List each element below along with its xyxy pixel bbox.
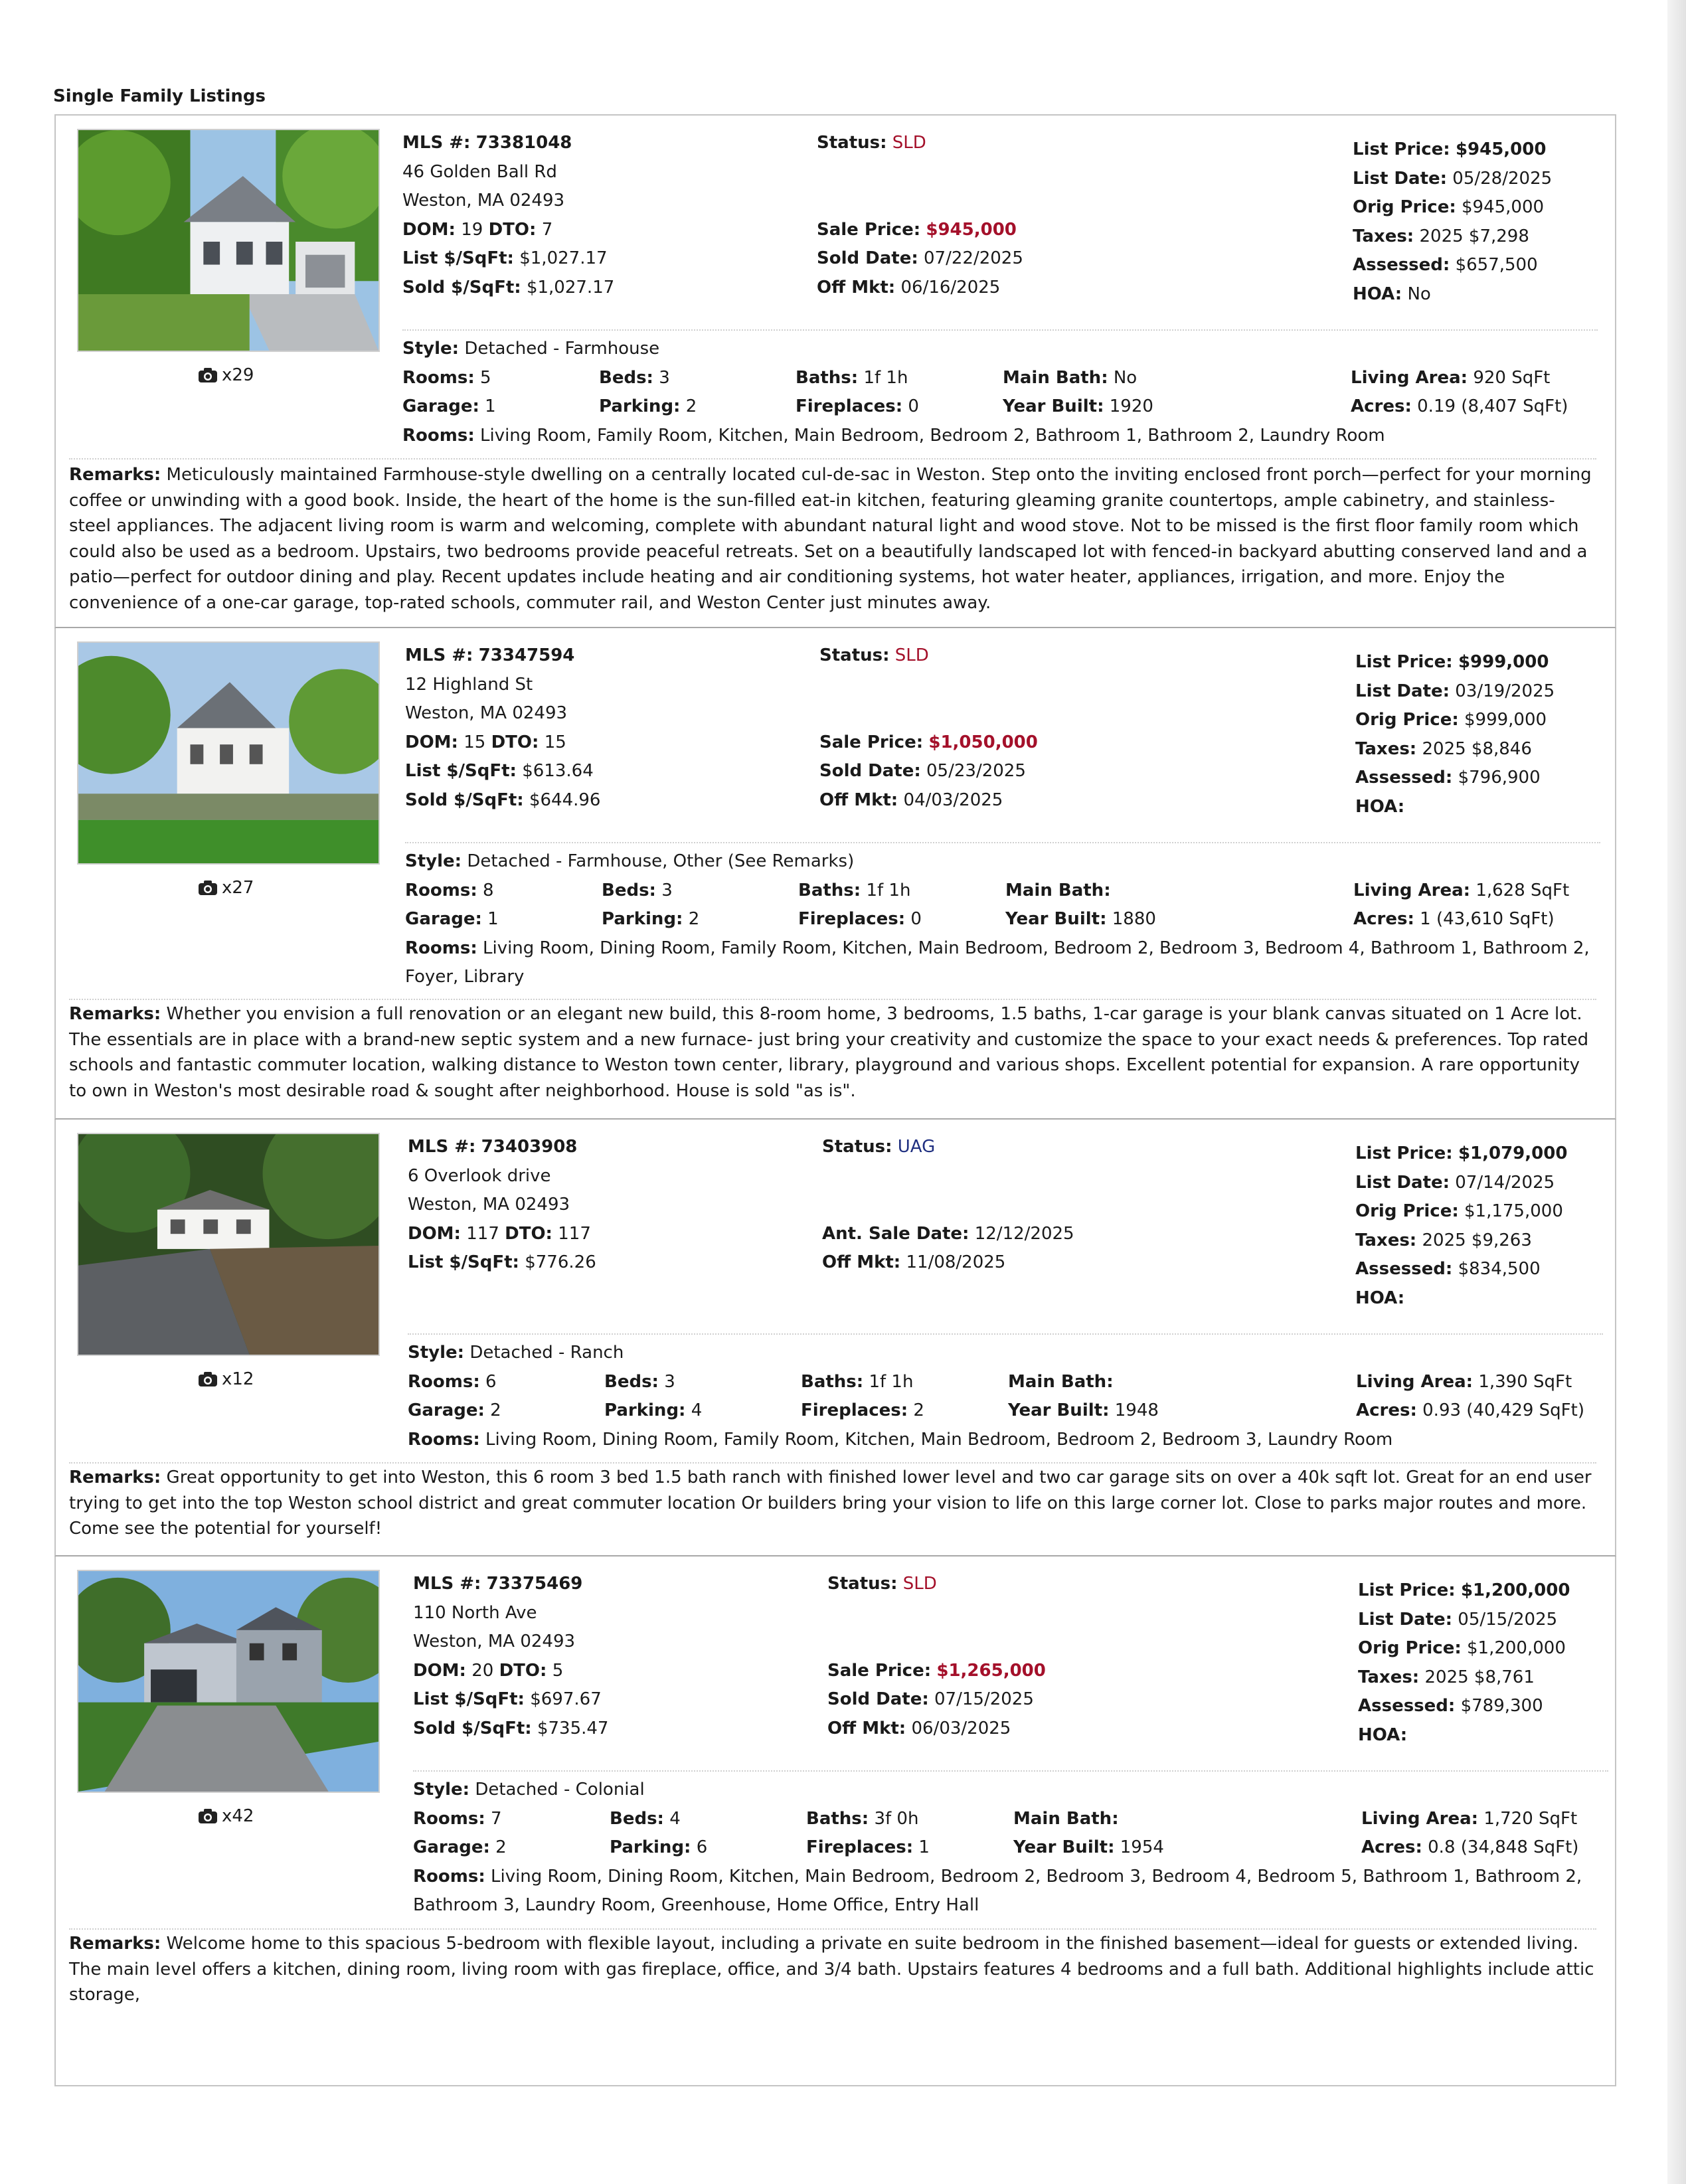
beds-label: Beds:	[604, 1371, 659, 1392]
dto-value: 15	[544, 732, 566, 752]
living-area-value: 1,390 SqFt	[1478, 1371, 1572, 1392]
house-photo-image	[78, 130, 379, 351]
price-column	[1355, 648, 1555, 821]
taxes-label: Taxes:	[1355, 738, 1417, 759]
dom-label: DOM:	[402, 219, 456, 240]
rooms-list-label: Rooms:	[405, 938, 477, 958]
photo-count-label: x42	[222, 1806, 254, 1826]
listing-id-column	[408, 1133, 596, 1278]
list-sqft-label: List $/SqFt:	[413, 1689, 525, 1709]
rooms-label: Rooms:	[408, 1371, 480, 1392]
camera-icon	[198, 367, 218, 383]
acres-value: 0.19 (8,407 SqFt)	[1417, 396, 1568, 416]
property-facts	[413, 1776, 1595, 1920]
list-sqft-value: $697.67	[530, 1689, 602, 1709]
taxes-label: Taxes:	[1353, 226, 1414, 246]
listing-card	[54, 1120, 1616, 1556]
orig-price-label: Orig Price:	[1358, 1638, 1462, 1658]
city-state-zip: Weston, MA 02493	[413, 1632, 576, 1651]
year-built-label: Year Built:	[1013, 1837, 1115, 1857]
acres-label: Acres:	[1361, 1837, 1422, 1857]
garage-value: 2	[495, 1837, 507, 1857]
list-sqft-value: $1,027.17	[519, 248, 608, 268]
divider	[69, 458, 1596, 460]
remarks-label: Remarks:	[69, 1004, 161, 1024]
rooms-label: Rooms:	[405, 880, 477, 900]
dom-label: DOM:	[413, 1660, 466, 1681]
sold-sqft-value: $644.96	[529, 790, 601, 810]
rooms-list-value: Living Room, Dining Room, Family Room, Kitchen, Main Bedroom, Bedroom 2, Bedroom 3, Laundry Room	[485, 1429, 1393, 1450]
sale-price-value: $1,050,000	[928, 732, 1038, 752]
baths-label: Baths:	[796, 367, 859, 388]
living-area-value: 920 SqFt	[1473, 367, 1551, 388]
remarks-text: Great opportunity to get into Weston, this 6 room 3 bed 1.5 bath ranch with finished lower level and two car garage sits on over a 40k sqft lot. Great for an end user trying to get into the top Weston school district and great commuter location Or builders bring your vision to life on this large corner lot. Close to parks major routes and more. Come see the potential for yourself!	[69, 1468, 1592, 1539]
beds-label: Beds:	[602, 880, 656, 900]
dto-label: DTO:	[491, 732, 539, 752]
rooms-value: 8	[482, 880, 494, 900]
price-column	[1358, 1576, 1570, 1750]
sale-price-value: $945,000	[926, 219, 1017, 240]
acres-label: Acres:	[1351, 396, 1412, 416]
parking-label: Parking:	[599, 396, 681, 416]
divider	[408, 1333, 1603, 1335]
list-price-label: List Price:	[1358, 1580, 1456, 1600]
living-area-value: 1,628 SqFt	[1475, 880, 1570, 900]
photo-count-label: x12	[222, 1369, 254, 1389]
assessed-value: $789,300	[1460, 1696, 1543, 1716]
acres-value: 1 (43,610 SqFt)	[1420, 909, 1555, 929]
listing-photo[interactable]	[77, 1570, 380, 1793]
photo-count-label: x29	[222, 365, 254, 385]
style-value: Detached - Colonial	[475, 1780, 645, 1800]
divider	[69, 999, 1596, 1000]
property-facts	[405, 847, 1600, 992]
list-date-value: 07/14/2025	[1455, 1172, 1555, 1193]
fireplaces-value: 2	[913, 1400, 924, 1420]
parking-label: Parking:	[610, 1837, 691, 1857]
mls-label: MLS #:	[413, 1574, 481, 1594]
remarks	[69, 1465, 1596, 1542]
acres-label: Acres:	[1353, 909, 1414, 929]
property-facts	[408, 1339, 1603, 1454]
off-mkt-label: Off Mkt:	[819, 790, 898, 810]
rooms-list-value: Living Room, Dining Room, Family Room, Kitchen, Main Bedroom, Bedroom 2, Bedroom 3, Bedroom 4, Bathroom 1, Bathroom 2, Foyer, Library	[405, 938, 1590, 987]
rooms-list-label: Rooms:	[408, 1429, 480, 1450]
sale-price-label: Sale Price:	[827, 1660, 932, 1681]
parking-label: Parking:	[602, 909, 683, 929]
sale-price-label: Sale Price:	[819, 732, 924, 752]
house-photo-image	[78, 643, 379, 863]
list-price-value: $999,000	[1458, 652, 1549, 672]
assessed-label: Assessed:	[1355, 768, 1453, 788]
dom-value: 20	[471, 1660, 494, 1681]
rooms-value: 5	[479, 367, 491, 388]
assessed-label: Assessed:	[1355, 1259, 1453, 1279]
orig-price-value: $1,200,000	[1467, 1638, 1566, 1658]
list-date-label: List Date:	[1358, 1609, 1453, 1630]
parking-value: 4	[691, 1400, 703, 1420]
dto-value: 117	[558, 1223, 591, 1244]
remarks-label: Remarks:	[69, 465, 161, 485]
street-address: 12 Highland St	[405, 674, 533, 695]
price-column	[1353, 135, 1552, 309]
remarks	[69, 1931, 1596, 2008]
dto-label: DTO:	[488, 219, 537, 240]
beds-value: 3	[664, 1371, 675, 1392]
listing-card	[54, 116, 1616, 628]
list-price-label: List Price:	[1355, 652, 1453, 672]
street-address: 110 North Ave	[413, 1602, 537, 1623]
rooms-value: 7	[490, 1808, 502, 1829]
photo-count[interactable]	[198, 878, 254, 898]
status-column	[819, 641, 1038, 815]
garage-value: 2	[490, 1400, 501, 1420]
off-mkt-value: 06/03/2025	[911, 1718, 1011, 1738]
remarks-text: Whether you envision a full renovation or an elegant new build, this 8-room home, 3 bedrooms, 1.5 baths, 1-car garage is your blank canvas situated on 1 Acre lot. The essentials are in place with a brand-new septic system and a new furnace- just bring your creativity and customize the space to your exact needs & preferences. Top rated schools and fantastic commuter location, walking distance to Weston town center, library, playground and various shops. Excellent potential for expansion. A rare opportunity to own in Weston's most desirable road & sought after neighborhood. House is sold "as is".	[69, 1004, 1589, 1101]
sale-price-label: Sale Price:	[817, 219, 921, 240]
fireplaces-label: Fireplaces:	[806, 1837, 914, 1857]
style-label: Style:	[408, 1343, 465, 1363]
list-date-label: List Date:	[1355, 681, 1450, 701]
assessed-value: $834,500	[1458, 1259, 1541, 1279]
mls-label: MLS #:	[405, 645, 473, 665]
orig-price-value: $945,000	[1462, 197, 1545, 217]
baths-label: Baths:	[801, 1371, 864, 1392]
mls-number[interactable]: 73381048	[475, 133, 572, 153]
dom-value: 15	[464, 732, 486, 752]
dto-value: 5	[552, 1660, 564, 1681]
dom-value: 19	[461, 219, 483, 240]
orig-price-label: Orig Price:	[1355, 710, 1459, 730]
remarks-text: Welcome home to this spacious 5-bedroom with flexible layout, including a private en suite bedroom in the finished basement—ideal for guests or extended living. The main level offers a kitchen, dining room, living room with gas fireplace, office, and 3/4 bath. Upstairs features 4 bedrooms and a full bath. Additional highlights include attic storage,	[69, 1934, 1594, 2005]
listing-card	[54, 628, 1616, 1120]
photo-count[interactable]	[198, 365, 254, 385]
baths-value: 1f 1h	[866, 880, 911, 900]
list-sqft-label: List $/SqFt:	[408, 1252, 519, 1272]
list-price-value: $1,079,000	[1458, 1143, 1568, 1163]
sold-sqft-label: Sold $/SqFt:	[402, 277, 521, 297]
divider	[69, 1462, 1596, 1464]
city-state-zip: Weston, MA 02493	[402, 191, 565, 210]
garage-value: 1	[485, 396, 496, 416]
style-value: Detached - Farmhouse	[464, 339, 660, 359]
baths-value: 1f 1h	[863, 367, 908, 388]
hoa-label: HOA:	[1358, 1724, 1408, 1745]
status-badge: SLD	[894, 645, 929, 665]
fireplaces-value: 1	[918, 1837, 930, 1857]
orig-price-label: Orig Price:	[1353, 197, 1456, 217]
dto-label: DTO:	[505, 1223, 552, 1244]
beds-label: Beds:	[610, 1808, 664, 1829]
sale-price-value: $1,265,000	[936, 1660, 1046, 1681]
year-built-label: Year Built:	[1005, 909, 1107, 929]
style-label: Style:	[402, 339, 460, 359]
sold-sqft-value: $1,027.17	[526, 277, 615, 297]
fireplaces-label: Fireplaces:	[801, 1400, 908, 1420]
status-label: Status:	[819, 645, 890, 665]
street-address: 46 Golden Ball Rd	[402, 161, 557, 182]
divider	[405, 842, 1600, 843]
baths-label: Baths:	[806, 1808, 869, 1829]
mls-label: MLS #:	[402, 133, 471, 153]
main-bath-label: Main Bath:	[1003, 367, 1108, 388]
list-date-value: 05/28/2025	[1452, 168, 1553, 189]
main-bath-value: No	[1113, 367, 1138, 388]
sold-sqft-value: $735.47	[537, 1718, 609, 1738]
year-built-label: Year Built:	[1008, 1400, 1110, 1420]
rooms-label: Rooms:	[402, 367, 475, 388]
assessed-value: $657,500	[1455, 255, 1538, 275]
garage-label: Garage:	[405, 909, 482, 929]
hoa-label: HOA:	[1355, 796, 1405, 817]
house-photo-image	[78, 1134, 379, 1355]
sold-date-label: Sold Date:	[819, 761, 921, 781]
beds-label: Beds:	[599, 367, 653, 388]
street-address: 6 Overlook drive	[408, 1165, 551, 1186]
living-area-value: 1,720 SqFt	[1483, 1808, 1578, 1829]
remarks	[69, 1001, 1596, 1104]
beds-value: 3	[661, 880, 673, 900]
style-label: Style:	[413, 1780, 470, 1800]
living-area-label: Living Area:	[1356, 1371, 1474, 1392]
parking-value: 6	[696, 1837, 708, 1857]
garage-label: Garage:	[402, 396, 479, 416]
garage-label: Garage:	[408, 1400, 485, 1420]
acres-value: 0.93 (40,429 SqFt)	[1422, 1400, 1584, 1420]
mls-number[interactable]: 73347594	[478, 645, 575, 665]
city-state-zip: Weston, MA 02493	[408, 1195, 570, 1215]
listing-id-column	[413, 1570, 608, 1743]
status-badge: UAG	[897, 1137, 936, 1157]
listing-photo[interactable]	[77, 1133, 380, 1356]
assessed-label: Assessed:	[1353, 255, 1450, 275]
sold-date-label: Sold Date:	[827, 1689, 929, 1709]
off-mkt-label: Off Mkt:	[827, 1718, 906, 1738]
status-column	[817, 129, 1023, 302]
living-area-label: Living Area:	[1361, 1808, 1479, 1829]
rooms-value: 6	[485, 1371, 497, 1392]
baths-value: 3f 0h	[874, 1808, 919, 1829]
main-bath-label: Main Bath:	[1008, 1371, 1114, 1392]
taxes-value: 2025 $9,263	[1422, 1230, 1532, 1250]
parking-value: 2	[685, 396, 697, 416]
city-state-zip: Weston, MA 02493	[405, 703, 568, 723]
fireplaces-value: 0	[910, 909, 922, 929]
beds-value: 3	[659, 367, 670, 388]
dom-value: 117	[466, 1223, 499, 1244]
mls-number[interactable]: 73375469	[486, 1574, 583, 1594]
acres-value: 0.8 (34,848 SqFt)	[1428, 1837, 1579, 1857]
list-date-value: 05/15/2025	[1458, 1609, 1558, 1630]
off-mkt-label: Off Mkt:	[817, 277, 896, 297]
orig-price-label: Orig Price:	[1355, 1201, 1459, 1221]
sold-date-value: 05/23/2025	[926, 761, 1026, 781]
hoa-label: HOA:	[1353, 284, 1402, 304]
page-title: Single Family Listings	[53, 86, 266, 106]
sold-date-label: Sold Date:	[817, 248, 918, 268]
fireplaces-label: Fireplaces:	[796, 396, 903, 416]
taxes-value: 2025 $8,846	[1422, 738, 1532, 759]
main-bath-label: Main Bath:	[1005, 880, 1111, 900]
fireplaces-value: 0	[908, 396, 919, 416]
list-sqft-value: $776.26	[525, 1252, 596, 1272]
status-label: Status:	[822, 1137, 892, 1157]
list-sqft-value: $613.64	[522, 761, 594, 781]
year-built-value: 1954	[1120, 1837, 1164, 1857]
year-built-label: Year Built:	[1003, 396, 1104, 416]
photo-count[interactable]	[198, 1806, 254, 1826]
style-value: Detached - Farmhouse, Other (See Remarks)	[467, 851, 855, 871]
orig-price-value: $999,000	[1464, 710, 1547, 730]
garage-label: Garage:	[413, 1837, 490, 1857]
style-label: Style:	[405, 851, 462, 871]
photo-count[interactable]	[198, 1369, 254, 1389]
sold-date-value: 07/15/2025	[934, 1689, 1034, 1709]
status-badge: SLD	[892, 133, 926, 153]
main-bath-label: Main Bath:	[1013, 1808, 1119, 1829]
beds-value: 4	[669, 1808, 681, 1829]
assessed-value: $796,900	[1458, 768, 1541, 788]
taxes-label: Taxes:	[1355, 1230, 1417, 1250]
style-value: Detached - Ranch	[469, 1343, 624, 1363]
sold-sqft-label: Sold $/SqFt:	[405, 790, 524, 810]
list-price-label: List Price:	[1355, 1143, 1453, 1163]
sold-sqft-label: Sold $/SqFt:	[413, 1718, 532, 1738]
list-price-value: $1,200,000	[1460, 1580, 1570, 1600]
year-built-value: 1880	[1112, 909, 1156, 929]
listing-photo[interactable]	[77, 129, 380, 352]
camera-icon	[198, 1808, 218, 1824]
year-built-value: 1948	[1114, 1400, 1159, 1420]
list-price-value: $945,000	[1455, 139, 1547, 159]
list-sqft-label: List $/SqFt:	[405, 761, 517, 781]
off-mkt-value: 11/08/2025	[906, 1252, 1006, 1272]
sold-date-value: 07/22/2025	[924, 248, 1023, 268]
mls-label: MLS #:	[408, 1137, 476, 1157]
ant-sale-date-label: Ant. Sale Date:	[822, 1223, 969, 1244]
year-built-value: 1920	[1109, 396, 1153, 416]
baths-value: 1f 1h	[869, 1371, 914, 1392]
list-date-label: List Date:	[1355, 1172, 1450, 1193]
list-sqft-label: List $/SqFt:	[402, 248, 514, 268]
dom-label: DOM:	[405, 732, 458, 752]
living-area-label: Living Area:	[1351, 367, 1468, 388]
photo-count-label: x27	[222, 878, 254, 898]
rooms-list-value: Living Room, Family Room, Kitchen, Main Bedroom, Bedroom 2, Bathroom 1, Bathroom 2, Laundry Room	[479, 425, 1385, 446]
garage-value: 1	[487, 909, 499, 929]
listing-card	[54, 1556, 1616, 2005]
remarks-label: Remarks:	[69, 1468, 161, 1487]
acres-label: Acres:	[1356, 1400, 1417, 1420]
orig-price-value: $1,175,000	[1464, 1201, 1563, 1221]
status-label: Status:	[817, 133, 887, 153]
off-mkt-label: Off Mkt:	[822, 1252, 901, 1272]
price-column	[1355, 1139, 1567, 1313]
off-mkt-value: 06/16/2025	[900, 277, 1001, 297]
listing-photo[interactable]	[77, 641, 380, 865]
divider	[413, 1770, 1608, 1772]
mls-number[interactable]: 73403908	[481, 1137, 578, 1157]
divider	[69, 1928, 1596, 1930]
off-mkt-value: 04/03/2025	[903, 790, 1003, 810]
listing-id-column	[405, 641, 600, 815]
fireplaces-label: Fireplaces:	[798, 909, 906, 929]
baths-label: Baths:	[798, 880, 861, 900]
camera-icon	[198, 880, 218, 896]
assessed-label: Assessed:	[1358, 1696, 1456, 1716]
status-column	[827, 1570, 1046, 1743]
status-label: Status:	[827, 1574, 898, 1594]
parking-value: 2	[688, 909, 700, 929]
camera-icon	[198, 1371, 218, 1387]
list-price-label: List Price:	[1353, 139, 1450, 159]
rooms-list-label: Rooms:	[413, 1866, 485, 1887]
status-column	[822, 1133, 1074, 1278]
remarks-text: Meticulously maintained Farmhouse-style dwelling on a centrally located cul-de-sac in Weston. Step onto the inviting enclosed front porch—perfect for your morning coffee or unwinding with a good book. Inside, the heart of the home is the sun-filled eat-in kitchen, featuring gleaming granite countertops, ample cabinetry, and stainless-steel appliances. The adjacent living room is warm and welcoming, complete with abundant natural light and wood stove. Not to be missed is the first floor family room which could also be used as a bedroom. Upstairs, two bedrooms provide peaceful retreats. Set on a beautifully landscaped lot with fenced-in backyard abutting conserved land and a patio—perfect for outdoor dining and play. Recent updates include heating and air conditioning systems, hot water heater, appliances, irrigation, and more. Enjoy the convenience of a one-car garage, top-rated schools, commuter rail, and Weston Center just minutes away.	[69, 465, 1592, 613]
page-edge-shadow	[1667, 0, 1686, 2184]
rooms-list-label: Rooms:	[402, 425, 475, 446]
hoa-label: HOA:	[1355, 1288, 1405, 1308]
remarks-label: Remarks:	[69, 1934, 161, 1954]
house-photo-image	[78, 1571, 379, 1792]
dom-label: DOM:	[408, 1223, 461, 1244]
divider	[402, 329, 1598, 331]
dto-value: 7	[541, 219, 553, 240]
remarks	[69, 462, 1596, 616]
dto-label: DTO:	[499, 1660, 547, 1681]
living-area-label: Living Area:	[1353, 880, 1471, 900]
parking-label: Parking:	[604, 1400, 686, 1420]
hoa-value: No	[1407, 284, 1431, 304]
rooms-label: Rooms:	[413, 1808, 485, 1829]
rooms-list-value: Living Room, Dining Room, Kitchen, Main Bedroom, Bedroom 2, Bedroom 3, Bedroom 4, Bedroom 5, Bathroom 1, Bathroom 2, Bathroom 3, Laundry Room, Greenhouse, Home Office, Entry Hall	[413, 1866, 1582, 1915]
listing-id-column	[402, 129, 614, 302]
list-date-label: List Date:	[1353, 168, 1448, 189]
taxes-value: 2025 $7,298	[1419, 226, 1529, 246]
list-date-value: 03/19/2025	[1455, 681, 1555, 701]
ant-sale-date-value: 12/12/2025	[974, 1223, 1074, 1244]
taxes-value: 2025 $8,761	[1424, 1667, 1535, 1687]
taxes-label: Taxes:	[1358, 1667, 1420, 1687]
property-facts	[402, 335, 1598, 450]
status-badge: SLD	[902, 1574, 937, 1594]
